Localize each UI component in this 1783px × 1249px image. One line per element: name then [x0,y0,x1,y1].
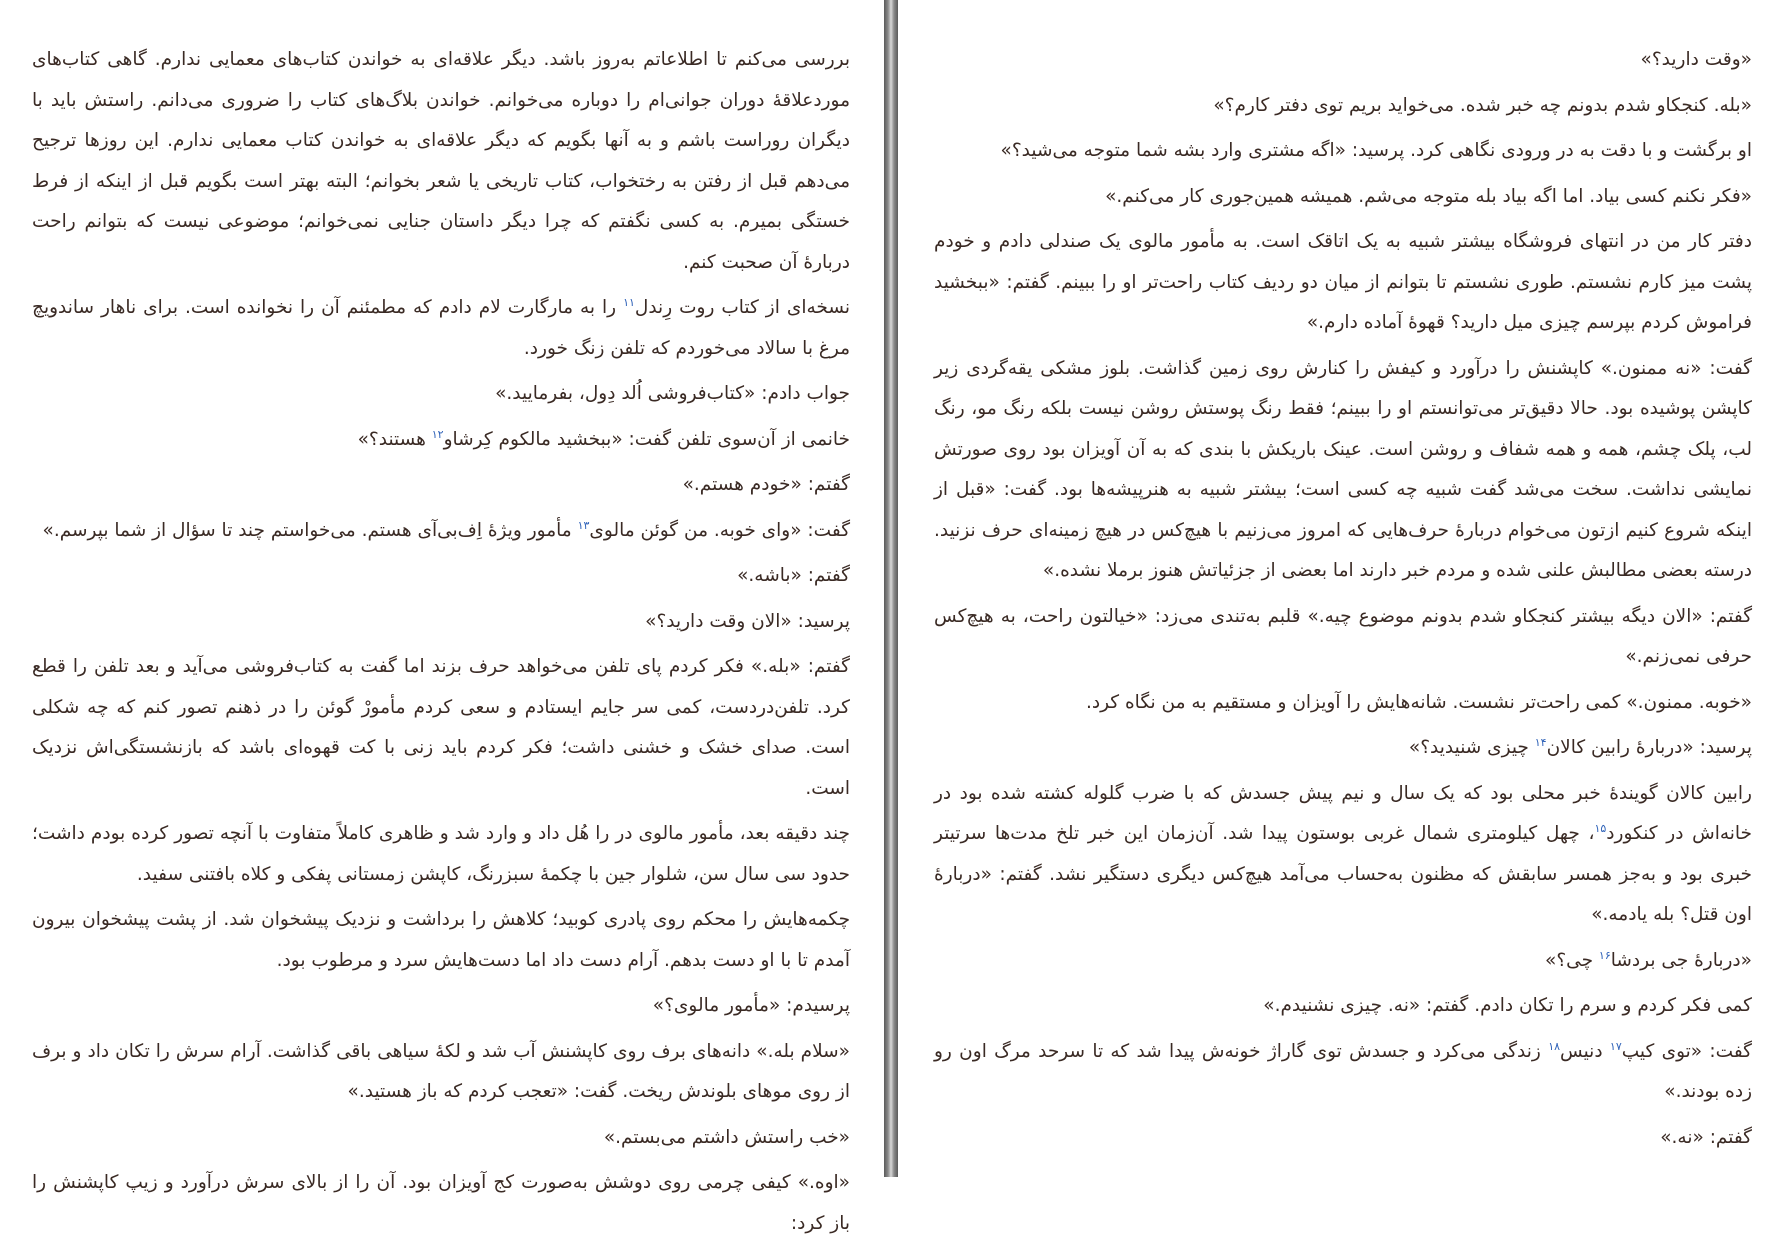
paragraph: دفتر کار من در انتهای فروشگاه بیشتر شبیه به یک اتاقک است. به مأمور مالوی یک صندلی دادم و خودم پشت میز کارم نشستم. طوری نشستم تا بتوانم از میان دو ردیف کتاب راحت‌تر او را ببینم. گفتم: «ببخشید فراموش کردم بپرسم چیزی میل دارید؟ قهوهٔ آماده دارم.» [934,231,1752,333]
paragraph: کمی فکر کردم و سرم را تکان دادم. گفتم: «نه. چیزی نشنیدم.» [1263,995,1752,1016]
paragraph: چکمه‌هایش را محکم روی پادری کوبید؛ کلاهش را برداشت و نزدیک پیشخوان شد. از پشت پیشخوان بیرون آمدم تا با او دست بدهم. آرام دست داد اما دست‌هایش سرد و مرطوب بود. [32,909,850,971]
paragraph: «خب راستش داشتم می‌بستم.» [603,1126,850,1148]
right-page-text [934,40,1752,1163]
paragraph: گفتم: «بله.» فکر کردم پای تلفن می‌خواهد حرف بزند اما گفت به کتاب‌فروشی می‌آید و بعد تلفن را قطع کرد. تلفن‌دردست، کمی سر جایم ایستادم و سعی کردم مأمورْ گوئن را در ذهنم تصور کنم که چه شکلی است. صدای خشک و خشنی داشت؛ فکر کردم باید زنی با کت قهوه‌ای باشد که بازنشستگی‌اش نزدیک است. [32,656,850,799]
footnote-marker[interactable]: ۱۶ [1598,948,1611,962]
paragraph: خانمی از آن‌سوی تلفن گفت: «ببخشید مالکوم کِرشاو$^{۱۲}$ هستند؟» [357,427,850,450]
paragraph: «خوبه. ممنون.» کمی راحت‌تر نشست. شانه‌هایش را آویزان و مستقیم به من نگاه کرد. [1085,691,1752,713]
footnote-marker[interactable]: ۱۸ [1548,1039,1561,1053]
paragraph: «بله. کنجکاو شدم بدونم چه خبر شده. می‌خواید بریم توی دفتر کارم؟» [1213,94,1752,116]
paragraph: او برگشت و با دقت به در ورودی نگاهی کرد. پرسید: «اگه مشتری وارد بشه شما متوجه می‌شید؟» [1000,140,1752,161]
paragraph: «دربارهٔ جی بردشا$^{۱۶}$ چی؟» [1545,948,1752,971]
paragraph: پرسید: «الان وقت دارید؟» [645,610,850,632]
paragraph: گفتم: «باشه.» [737,565,850,586]
paragraph: پرسید: «دربارهٔ رابین کالان$^{۱۴}$ چیزی شنیدید؟» [1408,735,1752,758]
footnote-marker[interactable]: ۱۵ [1594,821,1607,835]
left-page [0,0,884,1234]
footnote-marker[interactable]: ۱۳ [577,518,590,532]
left-page-text [32,40,850,1249]
paragraph: گفت: «نه ممنون.» کاپشنش را درآورد و کیفش را کنارش روی زمین گذاشت. بلوز مشکی یقه‌گردی زیر کاپشن پوشیده بود. حالا دقیق‌تر می‌توانستم او را ببینم؛ فقط رنگ پوستش روشن نیست بلکه رنگ مو، رنگ لب، پلک چشم، همه و همه شفاف و روشن است. عینک باریکش با بندی که به آن آویزان بود روی صورتش نمایشی نداشت. سخت می‌شد گفت شبیه چه کسی است؛ بیشتر شبیه به هنرپیشه‌ها بود. گفت: «قبل از اینکه شروع کنیم ازتون می‌خوام دربارهٔ حرف‌هایی که امروز می‌زنیم با هیچ‌کس در هیچ زمینه‌ای حرف نزنید. درسته بعضی مطالبش علنی شده و مردم خبر دارند اما بعضی از جزئیاتش هنوز برملا نشده.» [934,357,1752,581]
paragraph: پرسیدم: «مأمور مالوی؟» [652,995,850,1016]
paragraph: گفتم: «الان دیگه بیشتر کنجکاو شدم بدونم موضوع چیه.» قلبم به‌تندی می‌زد: «خیالتون راحت، به هیچ‌کس حرفی نمی‌زنم.» [934,605,1752,667]
paragraph: «فکر نکنم کسی بیاد. اما اگه بیاد بله متوجه می‌شم. همیشه همین‌جوری کار می‌کنم.» [1105,185,1752,207]
paragraph: چند دقیقه بعد، مأمور مالوی در را هُل داد و وارد شد و ظاهری کاملاً متفاوت با آنچه تصور کرده بودم داشت؛ حدود سی سال سن، شلوار جین با چکمهٔ سبزرنگ، کاپشن زمستانی پفکی و کلاه بافتنی سفید. [32,823,850,885]
paragraph: «وقت دارید؟» [1640,49,1752,70]
paragraph: گفت: «توی کیپ$^{۱۷}$ دنیس$^{۱۸}$ زندگی می‌کرد و جسدش توی گاراژ خونه‌ش پیدا شد که تا سرحد مرگ اون رو زده بودند.» [934,1039,1752,1102]
footnote-marker[interactable]: ۱۴ [1534,735,1547,749]
footnote-marker[interactable]: ۱۲ [431,427,444,441]
book-spine [884,0,898,1177]
footnote-marker[interactable]: ۱۱ [623,295,635,309]
paragraph: «سلام بله.» دانه‌های برف روی کاپشنش آب شد و لکهٔ سیاهی باقی گذاشت. آرام سرش را تکان داد و برف از روی موهای بلوندش ریخت. گفت: «تعجب کردم که باز هستید.» [32,1040,850,1102]
right-page [898,0,1783,1177]
paragraph: جواب دادم: «کتاب‌فروشی اُلد دِول، بفرمایید.» [495,383,850,404]
paragraph: بررسی می‌کنم تا اطلاعاتم به‌روز باشد. دیگر علاقه‌ای به خواندن کتاب‌های معمایی ندارم. گاهی کتاب‌های موردعلاقهٔ دوران جوانی‌ام را دوباره می‌خوانم. خواندن بلاگ‌های کتاب را ضروری می‌دانم. راستش باید با دیگران رو‌راست باشم و به آنها بگویم که دیگر علاقه‌ای به خواندن کتاب معمایی ندارم. این روزها ترجیح می‌دهم قبل از رفتن به رختخواب، کتاب تاریخی یا شعر بخوانم؛ البته بهتر است بگویم قبل از اینکه از فرط خستگی بمیرم. به کسی نگفتم که چرا دیگر داستان جنایی نمی‌خوانم؛ موضوعی نیست که بتوانم راحت دربارهٔ آن صحبت کنم. [32,49,850,273]
paragraph: گفت: «وای خوبه. من گوئن مالوی$^{۱۳}$ مأمور ویژهٔ اِف‌بی‌آی هستم. می‌خواستم چند تا سؤال از شما بپرسم.» [42,518,850,541]
paragraph: نسخه‌ای از کتاب روت رِندل$^{۱۱}$ را به مارگارت لام دادم که مطمئنم آن را نخوانده است. برای ناهار ساندویچ مرغ با سالاد می‌خوردم که تلفن زنگ خورد. [32,295,850,359]
paragraph: گفتم: «خودم هستم.» [682,474,850,495]
paragraph: رابین کالان گویندهٔ خبر محلی بود که یک سال و نیم پیش جسدش که با ضرب گلوله کشته شده بود در خانه‌اش در کنکورد$^{۱۵}$، چهل کیلومتری شمال غربی بوستون پیدا شد. آن‌زمان این خبر تلخ مدت‌ها سرتیتر خبری بود و به‌جز همسر سابقش که مظنون به‌حساب می‌آمد هیچ‌کس دیگری دستگیر نشد. گفتم: «دربارهٔ اون قتل؟ بله یادمه.» [934,782,1752,925]
paragraph: «اوه.» کیفی چرمی روی دوشش به‌صورت کج آویزان بود. آن را از بالای سرش درآورد و زیپ کاپشنش را باز کرد: [32,1172,850,1234]
paragraph: گفتم: «نه.» [1660,1126,1752,1148]
footnote-marker[interactable]: ۱۷ [1609,1039,1622,1053]
